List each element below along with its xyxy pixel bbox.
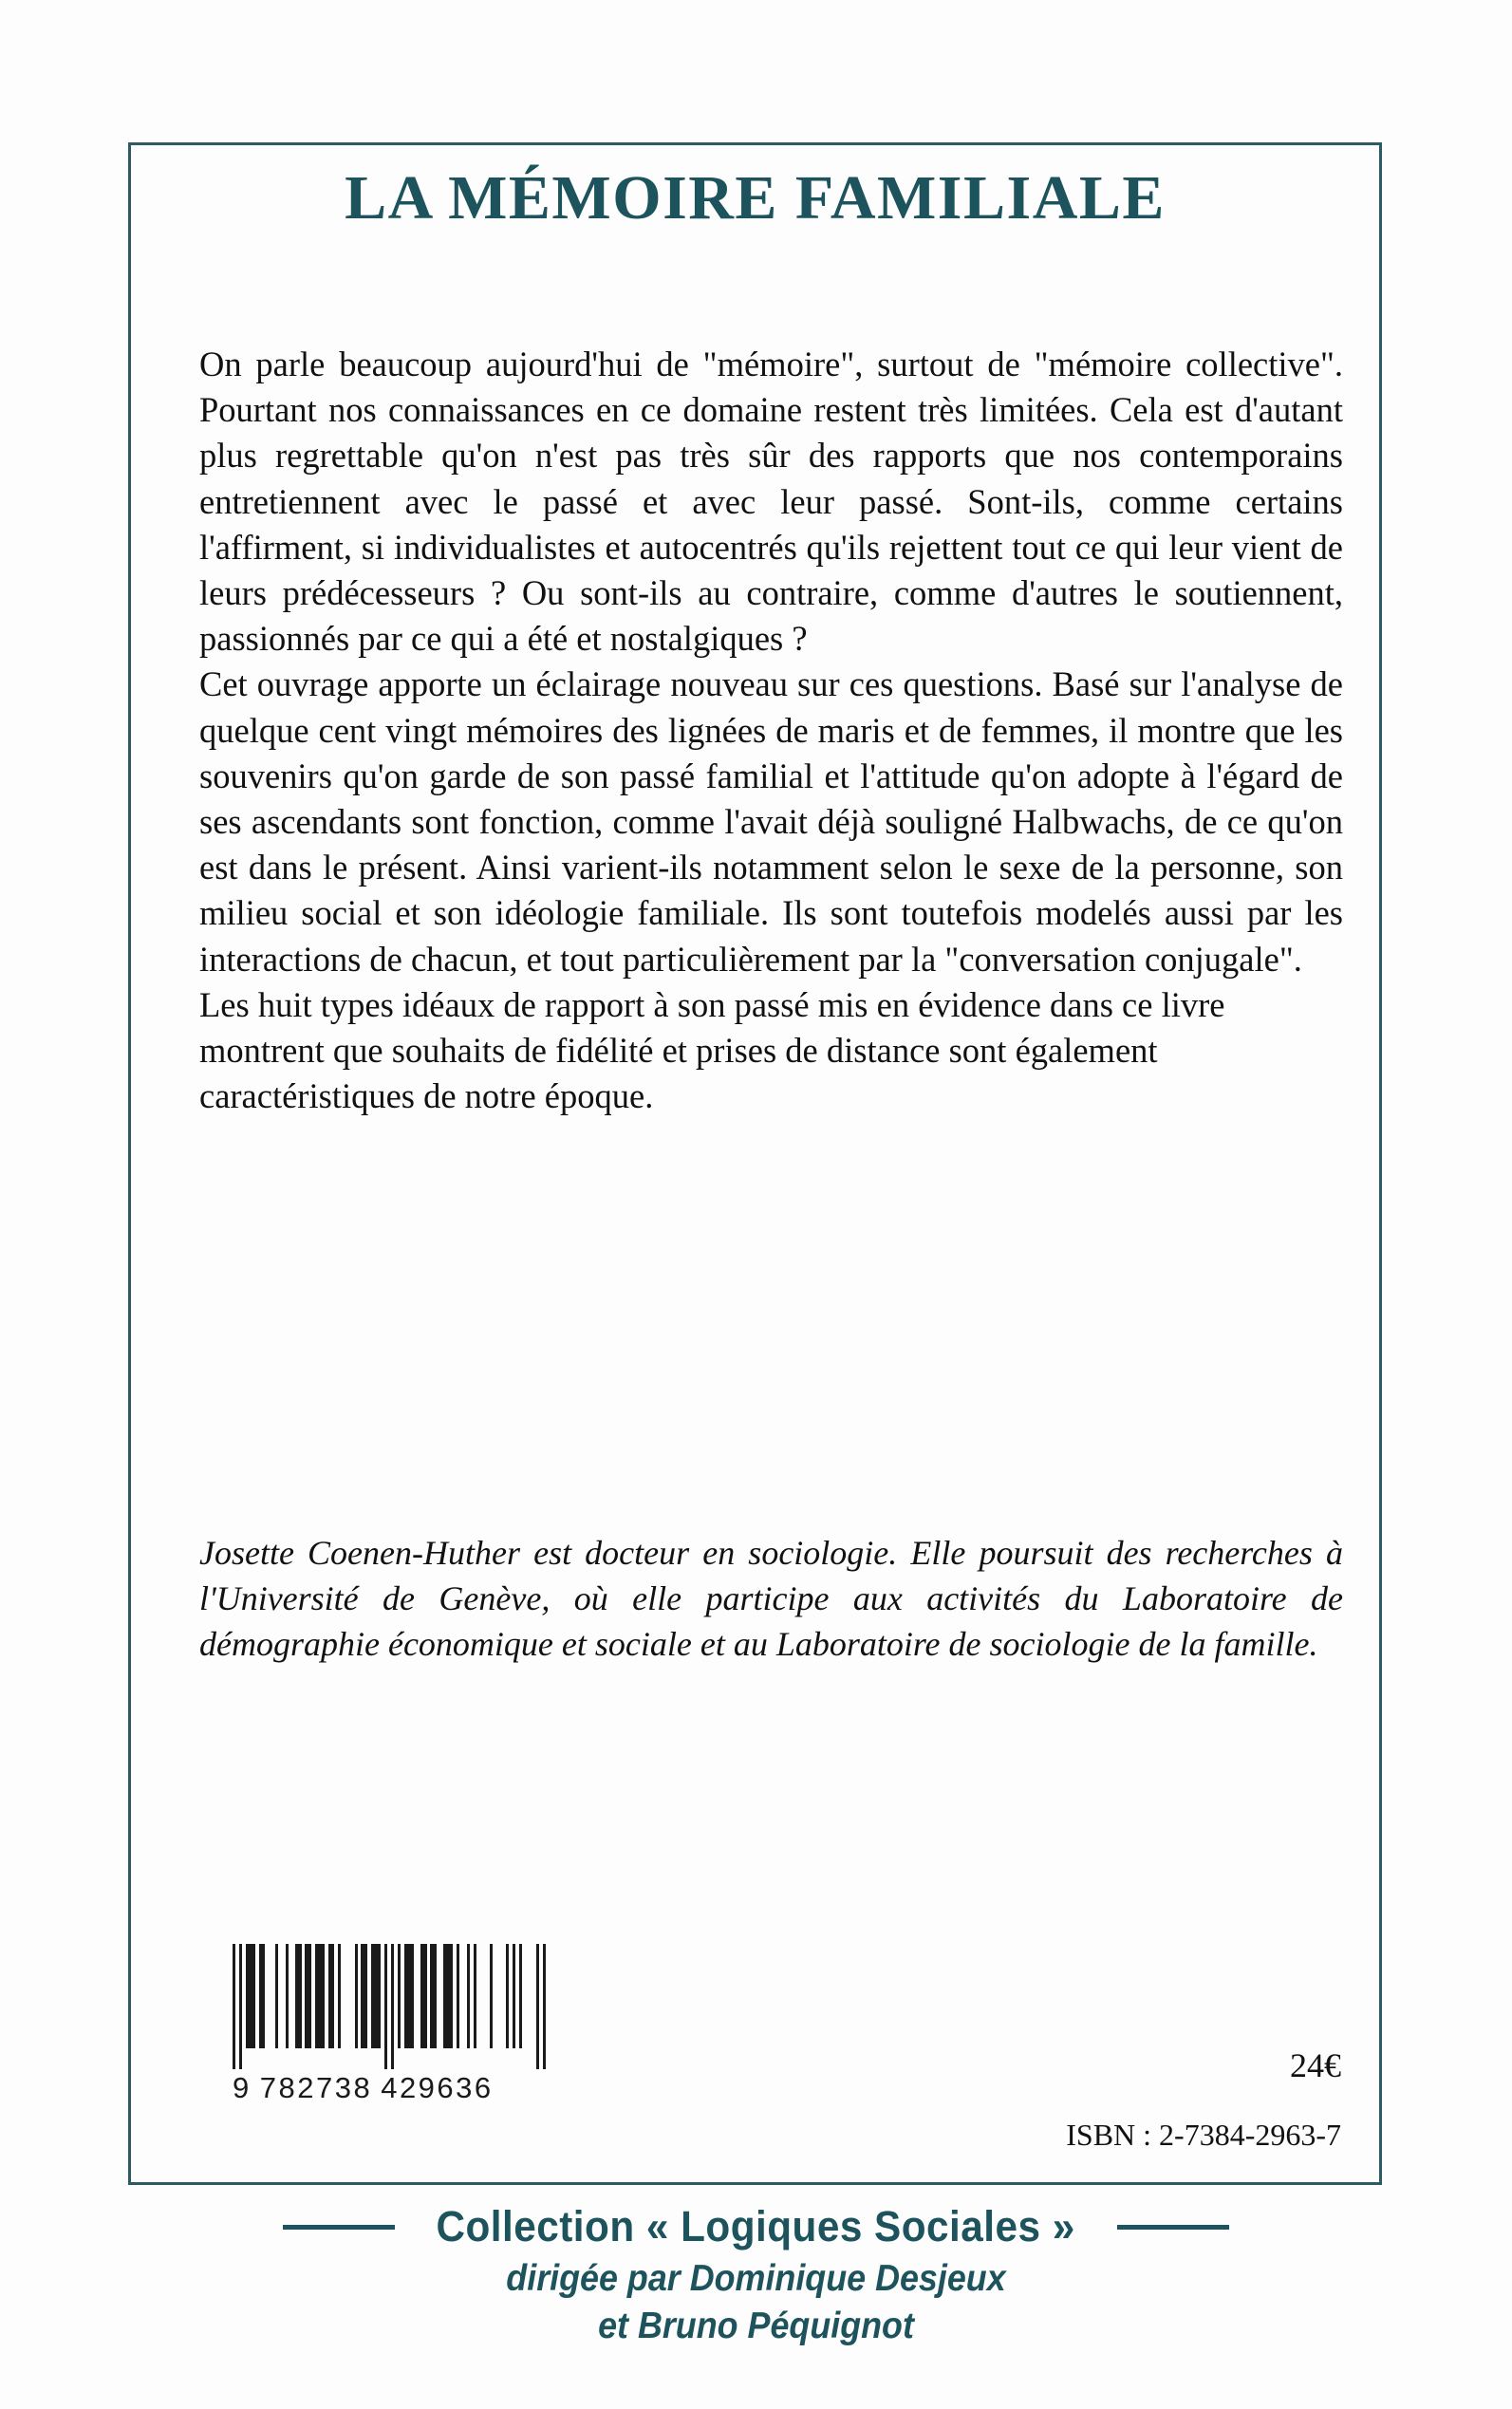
blurb-paragraph-1: On parle beaucoup aujourd'hui de "mémoire", surtout de "mémoire collective". Pourtant nos connaissances en ce domaine restent très limitées. Cela est d'autant plus regrettable qu'on n'est pas très sûr des rapports que nos contemporains entretiennent avec le passé et avec leur passé. Sont-ils, comme certains l'affirment, si individualistes et autocentrés qu'ils rejettent tout ce qui leur vient de leurs prédécesseurs ? Ou sont-ils au contraire, comme d'autres le soutiennent, passionnés par ce qui a été et nostalgiques ? xyxy=(199,345,1343,659)
author-bio-text: Josette Coenen-Huther est docteur en sociologie. Elle poursuit des recherches à l'Université de Genève, où elle participe aux activités du Laboratoire de démographie économique et sociale et au Laboratoire de sociologie de la famille. xyxy=(199,1534,1343,1663)
blurb-text xyxy=(199,342,1343,1119)
collection-title: Collection « Logiques Sociales » xyxy=(436,2202,1076,2250)
barcode-lead-digit: 9 xyxy=(233,2071,252,2104)
author-bio xyxy=(199,1530,1343,1667)
collection-title-row xyxy=(0,2202,1512,2251)
barcode-group-left: 782738 xyxy=(259,2071,373,2104)
page-title: LA MÉMOIRE FAMILIALE xyxy=(345,163,1166,233)
blurb-paragraph-2: Cet ouvrage apporte un éclairage nouveau sur ces questions. Basé sur l'analyse de quelque cent vingt mémoires des lignées de maris et de femmes, il montre que les souvenirs qu'on garde de son passé familial et l'attitude qu'on adopte à l'égard de ses ascendants sont fonction, comme l'avait déjà souligné Halbwachs, de ce qu'on est dans le présent. Ainsi varient-ils notamment selon le sexe de la personne, son milieu social et son idéologie familiale. Ils sont toutefois modelés aussi par les interactions de chacun, et tout particulièrement par la "conversation conjugale". xyxy=(199,664,1343,979)
rule-left xyxy=(283,2225,395,2230)
blurb-paragraph-3: Les huit types idéaux de rapport à son passé mis en évidence dans ce livre montrent que souhaits de fidélité et prises de distance sont également caractéristiques de notre époque. xyxy=(199,984,1225,1116)
collection-subtitle-line-2: et Bruno Péquignot xyxy=(598,2306,914,2346)
collection-subtitle xyxy=(61,2255,1452,2350)
price-label: 24€ xyxy=(1290,2046,1341,2084)
barcode-bars xyxy=(233,1944,546,2048)
barcode xyxy=(233,1944,546,2105)
collection-footer xyxy=(0,2202,1512,2350)
collection-subtitle-line-1: dirigée par Dominique Desjeux xyxy=(506,2258,1006,2299)
isbn-label: ISBN : 2-7384-2963-7 xyxy=(1066,2118,1341,2152)
rule-right xyxy=(1117,2225,1229,2230)
barcode-digits xyxy=(233,2071,546,2105)
barcode-group-right: 429636 xyxy=(381,2071,494,2104)
